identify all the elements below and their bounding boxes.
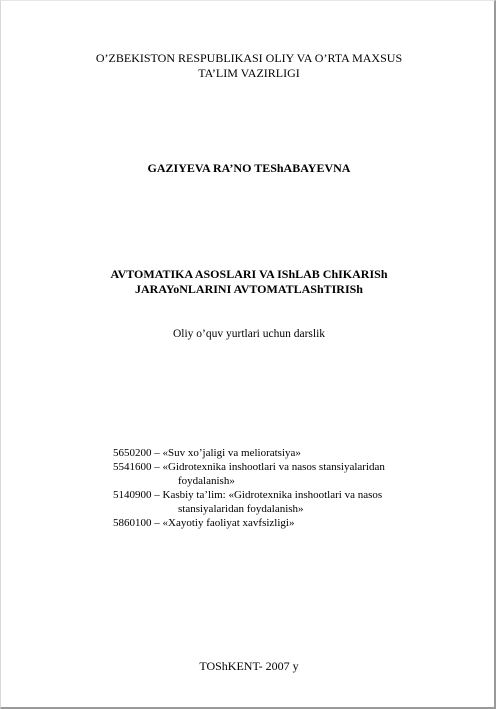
specialty-item [113, 488, 453, 516]
book-title [1, 267, 496, 297]
specialty-line: 5860100 – «Xayotiy faoliyat xavfsizligi» [113, 517, 295, 529]
city-year: TOShKENT- 2007 y [199, 659, 299, 673]
specialty-continuation: stansiyalaridan foydalanish» [178, 503, 304, 515]
specialty-line: 5650200 – «Suv xo’jaligi va melioratsiya» [113, 447, 301, 459]
specialty-line: 5140900 – Kasbiy ta’lim: «Gidrotexnika inshootlari va nasos [113, 489, 383, 501]
author-name: GAZIYEVA RA’NO TEShABAYEVNA [147, 161, 351, 175]
specialty-list [113, 446, 453, 530]
ministry-line-2: TA’LIM VAZIRLIGI [198, 66, 300, 80]
ministry-heading [1, 51, 496, 81]
book-subtitle: Oliy o’quv yurtlari uchun darslik [172, 328, 326, 340]
specialty-item [113, 516, 453, 530]
title-line-1: AVTOMATIKA ASOSLARI VA IShLAB ChIKARISh [110, 267, 388, 281]
specialty-item [113, 460, 453, 488]
specialty-continuation: foydalanish» [178, 475, 235, 487]
specialty-line: 5541600 – «Gidrotexnika inshootlari va nasos stansiyalaridan [113, 461, 385, 473]
ministry-line-1: O’ZBEKISTON RESPUBLIKASI OLIY VA O’RTA MAXSUS [95, 51, 403, 65]
specialty-item [113, 446, 453, 460]
title-line-2: JARAYoNLARINI AVTOMATLAShTIRISh [135, 282, 363, 296]
